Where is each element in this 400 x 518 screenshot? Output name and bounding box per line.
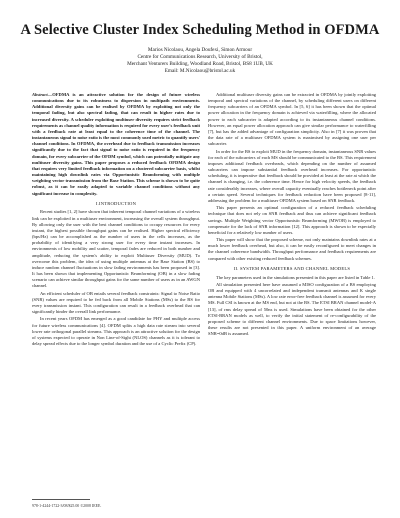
section-heading-system-parameters: II. SYSTEM PARAMETERS AND CHANNEL MODELS [233,265,351,271]
system-paragraph: All simulation presented here have assumed a MISO configuration of a BS employing OB and equipped with 4 uncorrelated and independent transmit antennas and K single antenna Mobile Stations (MSs). A low rate error-free feedback channel is assumed for every MS. Full CSI is known at the MS end, but not at the BS. The ETSI BRAN channel model-A [13], of rms delay spread of 50ns is used. Simulations have been obtained for the other ETSI-BRAN models as well, to verify the initial statement of re-configurability of the proposed scheme to different channel environments. Due to space limitations however, these results are not presented in this paper. A uniform environment of an average SNR=0dB is assumed. [208,281,376,337]
affiliation-line-1: Centre for Communications Research, University of Bristol, [137,54,263,60]
abstract [32,92,200,197]
abstract-label: Abstract [32,92,48,97]
author-email: Email: M.Nicolaou@bristol.ac.uk [164,68,236,74]
body-paragraph: In order for the BS to exploit MUD in the frequency domain, instantaneous SNR values for each of the subcarriers of each MS should be communicated to the BS. This requirement imposes additional feedback overheads, which depending on the number of assumed subcarriers can impose substantial feedback overhead increases. For opportunistic scheduling, it is imperative that feedback should be provided at least at the rate at which the channel is changing, i.e. the coherence time. Hence for high velocity speeds, the feedback rate considerably increases, where overall capacity eventually reaches bottleneck point after a certain speed. Several techniques for feedback reduction have been proposed [8-11], addressing the problem for a multiuser OFDMA system based on SNR feedback. [208,148,376,203]
section-heading-introduction: I.INTRODUCTION [95,200,137,206]
body-paragraph: This paper presents an optimal configuration of a reduced feedback scheduling technique that does not rely on SNR feedback and thus can achieve significant feedback savings. Multiple Weighting vector Opportunistic Beamforming (MWOB) is employed to compensate for the lack of SNR information [12]. This approach is shown to be especially beneficial for a relatively low number of users. [208,205,376,235]
intro-paragraph: An efficient scheduler of OB entails several feedback constraints: Signal to Noise Ratio (SNR) values are required to be fed back from all Mobile Stations (MSs) to the BS for every transmission instant. This configuration can result in a feedback overhead that can significantly hinder the overall link performance. [32,290,200,315]
left-column [32,92,200,348]
body-paragraph: Additional multiuser diversity gains can be extracted in OFDMA by jointly exploiting temporal and spectral variations of the channel, by scheduling different users on different frequency subcarriers of an OFDMA symbol. In [5, 6] it has been shown that the optimal power allocation in the frequency domain is achieved via waterfilling, where the allocated power to each subcarrier is adapted according to its instantaneous channel conditions. However, an equal power allocation approach can give similar performance to waterfilling [7], but has the added advantage of configuration simplicity. Also in [7] it was proven that the data rate of a multiuser OFDMA system is maximised by assigning one user per subcarrier. [208,92,376,147]
system-paragraph: The key parameters used in the simulations presented in this paper are listed in Table 1. [216,274,375,280]
copyright-footer: 978-1-4244-1722-3/08/$25.00 ©2008 IEEE. [32,504,102,508]
right-column [208,92,376,338]
footer-rule [32,499,90,500]
intro-paragraph: In recent years OFDM has emerged as a good candidate for PHY and multiple access for future wireless communications [4]. OFDM splits a high data rate stream into several lower rate orthogonal parallel streams. This approach is an attractive solution for the design of systems expected to operate in Non Line-of-Sight (NLOS) channels as it is tolerant to delay spread effects due to the longer symbol duration and the use of a Cyclic Prefix (CP). [32,316,200,347]
paper-title: A Selective Cluster Index Scheduling Method in OFDMA [20,22,380,38]
intro-paragraph: Recent studies [1, 2] have shown that inherent temporal channel variations of a wireless link can be exploited in a multiuser environment, increasing the overall system throughput. By allowing only the user with the best channel conditions to occupy resources for every instant, the highest possible throughput gains can be realised. Higher spectral efficiency (bps/Hz) can be accomplished as the number of users in the cells increases, as the probability of identifying a very strong user for every time instant increases. In environments of low mobility and scatter, temporal fades are reduced in both number and amplitude, reducing the system's ability to exploit Multiuser Diversity (MUD). To overcome this problem, the idea of using multiple antennas at the Base Station (BS) to induce random channel fluctuations in slow fading environments has been proposed in [3]. It has been shown that implementing Opportunistic Beamforming (OB) in a slow fading scenario can achieve similar throughput gains for the same number of users as in an AWGN channel. [32,209,200,289]
body-paragraph: This paper will show that the proposed scheme, not only maintains downlink rates at a much lower feedback overhead, but also, it can be easily reconfigured to meet changes in the channel coherence bandwidth. Throughput performance and feedback requirements are compared with other existing reduced feedback schemes. [208,237,376,261]
abstract-text: —OFDMA is an attractive solution for the design of future wireless communications due to its robustness to dispersion in multipath environments. Additional diversity gains can be realised by OFDMA by exploiting not only the temporal fading, but also spectral fading, that can result in higher rates due to increased diversity. A scheduler exploiting multiuser diversity requires strict feedback requirements as channel quality information is required for every user's feedback unit with a feedback rate at least equal to the coherence time of the channel. The instantaneous signal to noise ratio is the most commonly used metric to quantify users' channel conditions. In OFDMA, the overhead due to feedback transmission increases significantly due to the fact that signal to noise ratio is required in the frequency domain, for every subcarrier of the OFDM symbol, which can potentially mitigate any multiuser diversity gains. This paper proposes a reduced feedback OFDMA design that requires very limited feedback information on a clustered subcarrier basis, whilst maintaining high downlink rates via Opportunistic Beamforming with multiple weighting vector transmission from the Base Station. This scheme is shown to be quite robust, as it can be easily adapted to variable channel conditions without any significant increase in complexity. [32,92,200,196]
author-list: Marios Nicolaou, Angela Doufexi, Simon Armour [147,47,253,53]
affiliation-line-2: Merchant Venturers Building, Woodland Road, Bristol, BS8 1UB, UK [127,61,273,67]
